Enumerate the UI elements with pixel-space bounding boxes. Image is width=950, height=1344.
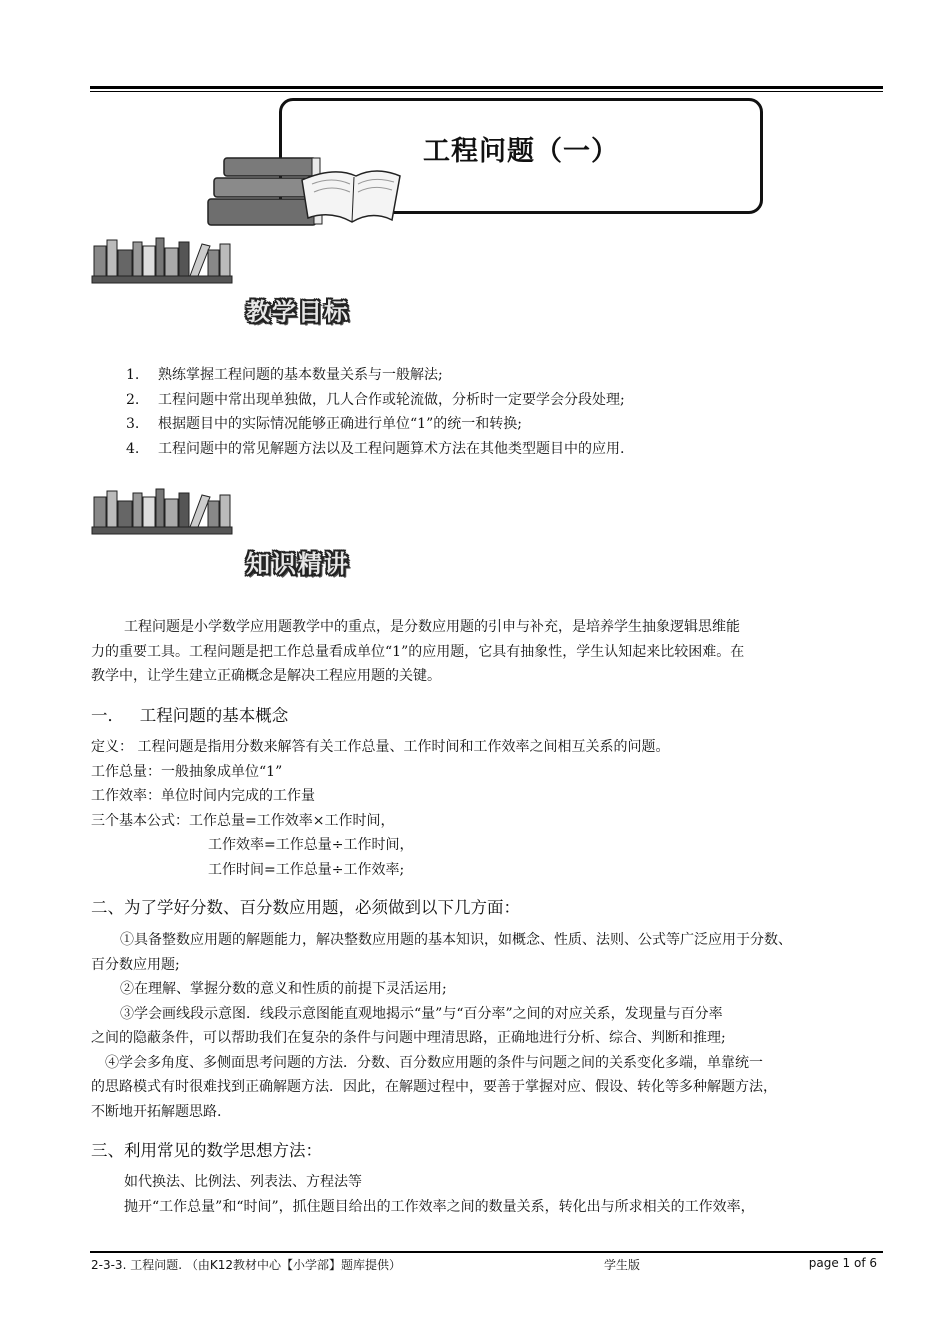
part1-body: 定义： 工程问题是指用分数来解答有关工作总量、工作时间和工作效率之间相互关系的问题。 工作总量：一般抽象成单位“1” 工作效率：单位时间内完成的工作量 三个基本公式：工作总量=工作效率×工作时间， 工作效率=工作总量÷工作时间， 工作时间=工作总量÷工作效率; bbox=[91, 739, 670, 878]
goals-list bbox=[126, 363, 625, 461]
list-item: 1. 熟练掌握工程问题的基本数量关系与一般解法; bbox=[126, 367, 443, 383]
footer-center: 学生版 bbox=[604, 1258, 641, 1272]
list-item: 4. 工程问题中的常见解题方法以及工程问题算术方法在其他类型题目中的应用. bbox=[126, 440, 625, 457]
part3-body: 如代换法、比例法、列表法、方程法等 抛开“工作总量”和“时间”，抓住题目给出的工作效率之间的数量关系，转化出与所求相关的工作效率， bbox=[124, 1174, 755, 1215]
book-stack-icon bbox=[204, 140, 404, 232]
page-number: page 1 of 6 bbox=[808, 1256, 877, 1270]
page-title: 工程问题（一） bbox=[423, 136, 619, 167]
section-heading-knowledge: 知识精讲 bbox=[246, 550, 350, 578]
section-heading-teaching-goals: 教学目标 bbox=[246, 298, 350, 326]
bookshelf-icon bbox=[90, 487, 234, 537]
list-item: 3. 根据题目中的实际情况能够正确进行单位“1”的统一和转换; bbox=[126, 416, 522, 432]
list-item: 2. 工程问题中常出现单独做，几人合作或轮流做，分析时一定要学会分段处理; bbox=[126, 391, 625, 408]
top-rule-thin bbox=[90, 91, 883, 92]
part1-heading: 一． 工程问题的基本概念 bbox=[91, 706, 289, 725]
footer-left: 2-3-3. 工程问题. （由K12教材中心【小学部】题库提供） bbox=[91, 1258, 401, 1272]
top-rule bbox=[90, 86, 883, 89]
part2-heading: 二、为了学好分数、百分数应用题，必须做到以下几方面： bbox=[91, 898, 520, 917]
footer-rule bbox=[90, 1251, 883, 1253]
part3-heading: 三、利用常见的数学思想方法： bbox=[91, 1141, 322, 1160]
intro-paragraph: 工程问题是小学数学应用题教学中的重点，是分数应用题的引申与补充，是培养学生抽象逻辑思维能 力的重要工具。工程问题是把工作总量看成单位“1”的应用题，它具有抽象性，学生认知起来比较困难。在 教学中，让学生建立正确概念是解决工程应用题的关键。 bbox=[91, 619, 745, 684]
part2-body: ①具备整数应用题的解题能力，解决整数应用题的基本知识，如概念、性质、法则、公式等广泛应用于分数、 百分数应用题; ②在理解、掌握分数的意义和性质的前提下灵活运用; ③学会画线段示意图．线段示意图能直观地揭示“量”与“百分率”之间的对应关系，发现量与百分率 之间的隐蔽条件，可以帮助我们在复杂的条件与问题中理清思路，正确地进行分析、综合、判断和推理; ④学会多角度、多侧面思考问题的方法．分数、百分数应用题的条件与问题之间的关系变化多端，单靠统一 的思路模式有时很难找到正确解题方法．因此，在解题过程中，要善于掌握对应、假设、转化等多种解题方法， 不断地开拓解题思路. bbox=[91, 932, 792, 1120]
bookshelf-icon bbox=[90, 236, 234, 286]
